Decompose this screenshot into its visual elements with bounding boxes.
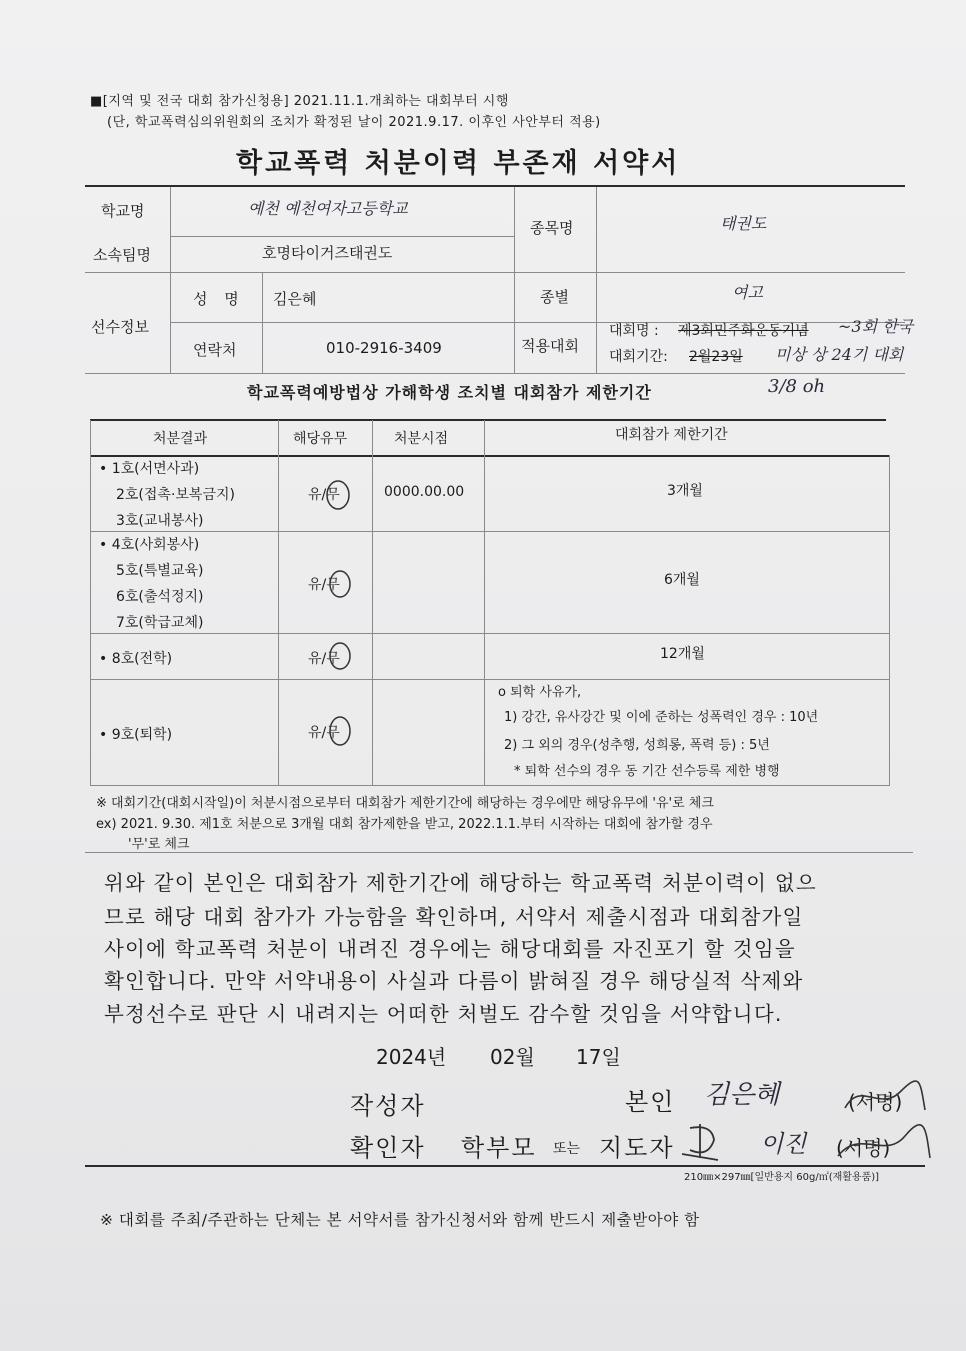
pledge-line-2: 므로 해당 대회 참가가 가능함을 확인하며, 서약서 제출시점과 대회참가일 <box>104 905 804 929</box>
row1-result-3: 3호(교내봉사) <box>116 513 204 529</box>
row1-result-1: • 1호(서면사과) <box>99 461 200 477</box>
circle-mark-row4 <box>330 717 350 745</box>
coach-label: 지도자 <box>599 1134 675 1162</box>
comp-name-handwritten: ~3회 한국 <box>838 317 914 336</box>
coach-initial-scribble <box>682 1124 718 1160</box>
row2-result-2: 5호(특별교육) <box>116 563 204 579</box>
self-signature-name: 김은혜 <box>704 1080 780 1110</box>
author-label: 작성자 <box>350 1092 426 1120</box>
school-label: 학교명 <box>101 202 145 220</box>
circle-mark-row1 <box>327 481 349 509</box>
document-title: 학교폭력 처분이력 부존재 서약서 <box>236 148 681 179</box>
table-header-applicable: 해당유무 <box>293 431 348 447</box>
handwritten-note: 3/8 oh <box>768 376 826 397</box>
comp-name-struck: 제3회민주화운동기념 <box>678 323 809 339</box>
table-header-limit: 대회참가 제한기간 <box>615 427 728 443</box>
row1-date: 0000.00.00 <box>384 484 465 500</box>
footer-note: ※ 대회를 주최/주관하는 단체는 본 서약서를 참가신청서와 함께 반드시 제출받아야 함 <box>100 1211 700 1229</box>
row4-limit-line-1: o 퇴학 사유가, <box>498 685 582 700</box>
circle-mark-row3 <box>330 643 350 669</box>
row4-result-1: • 9호(퇴학) <box>99 727 173 743</box>
row1-result-2: 2호(접촉·보복금지) <box>116 487 235 503</box>
comp-period-handwritten: 미상 상 24기 대회 <box>775 345 904 364</box>
row4-limit-line-2: 1) 강간, 유사강간 및 이에 준하는 성폭력인 경우 : 10년 <box>504 710 819 725</box>
self-sign-label: (서명) <box>848 1090 903 1114</box>
row3-limit: 12개월 <box>660 646 705 662</box>
limits-title: 학교폭력예방법상 가해학생 조치별 대회참가 제한기간 <box>247 383 652 402</box>
category-label: 종별 <box>540 288 569 306</box>
row4-limit-line-4: * 퇴학 선수의 경우 동 기간 선수등록 제한 병행 <box>514 764 780 779</box>
event-label: 종목명 <box>530 219 574 237</box>
date-day: 17일 <box>576 1045 621 1069</box>
circle-mark-row2 <box>330 571 350 597</box>
self-signature-scribble <box>845 1081 925 1110</box>
paper-spec: 210㎜×297㎜[일반용지 60g/㎡(재활용품)] <box>684 1172 880 1183</box>
row4-mark: 유/무 <box>308 725 340 741</box>
team-value: 호명타이거즈태권도 <box>262 244 393 262</box>
or-label: 또는 <box>553 1141 581 1157</box>
row1-limit: 3개월 <box>667 483 703 499</box>
pledge-line-5: 부정선수로 판단 시 내려지는 어떠한 처벌도 감수할 것임을 서약합니다. <box>104 1002 783 1026</box>
table-header-result: 처분결과 <box>153 431 208 447</box>
row4-limit-line-3: 2) 그 외의 경우(성추행, 성희롱, 폭력 등) : 5년 <box>504 738 770 753</box>
note-line-1: ※ 대회기간(대회시작일)이 처분시점으로부터 대회참가 제한기간에 해당하는 경우에만 해당유무에 '유'로 체크 <box>96 796 714 811</box>
note-line-2: ex) 2021. 9.30. 제1호 처분으로 3개월 대회 참가제한을 받고, 2022.1.1.부터 시작하는 대회에 참가할 경우 <box>96 817 713 832</box>
comp-name-label: 대회명 : <box>609 323 659 339</box>
row2-mark: 유/무 <box>308 577 340 593</box>
pledge-line-1: 위와 같이 본인은 대회참가 제한기간에 해당하는 학교폭력 처분이력이 없으 <box>104 871 817 895</box>
date-month: 02월 <box>490 1045 535 1069</box>
pledge-line-4: 확인합니다. 만약 서약내용이 사실과 다름이 밝혀질 경우 해당실적 삭제와 <box>104 969 804 993</box>
name-label: 성 명 <box>193 290 245 308</box>
school-value: 예천 예천여자고등학교 <box>248 199 408 218</box>
category-value: 여고 <box>732 283 763 302</box>
table-header-date: 처분시점 <box>394 431 449 447</box>
row2-limit: 6개월 <box>664 572 700 588</box>
row2-result-4: 7호(학급교체) <box>116 615 204 631</box>
row2-result-3: 6호(출석정지) <box>116 589 204 605</box>
name-value: 김은혜 <box>273 290 317 308</box>
coach-signature-scribble <box>838 1125 930 1158</box>
self-label: 본인 <box>625 1088 676 1116</box>
contact-label: 연락처 <box>193 341 237 359</box>
player-info-label: 선수정보 <box>91 318 149 336</box>
team-label: 소속팀명 <box>93 246 151 264</box>
confirmer-label: 확인자 <box>350 1134 426 1162</box>
event-value: 태권도 <box>720 214 767 233</box>
coach-signature-name: 이진 <box>760 1130 807 1158</box>
competition-label: 적용대회 <box>521 337 579 355</box>
row3-result-1: • 8호(전학) <box>99 651 173 667</box>
row3-mark: 유/무 <box>308 651 340 667</box>
header-line-1: ■[지역 및 전국 대회 참가신청용] 2021.11.1.개최하는 대회부터 시행 <box>90 94 509 109</box>
parent-label: 학부모 <box>461 1134 537 1162</box>
row2-result-1: • 4호(사회봉사) <box>99 537 200 553</box>
row1-mark: 유/무 <box>308 487 340 503</box>
note-line-3: '무'로 체크 <box>128 837 190 852</box>
contact-value: 010-2916-3409 <box>326 339 442 357</box>
comp-period-label: 대회기간: <box>609 349 668 365</box>
comp-period-struck: 2월23일 <box>689 349 743 365</box>
pledge-line-3: 사이에 학교폭력 처분이 내려진 경우에는 해당대회를 자진포기 할 것임을 <box>104 937 796 961</box>
header-line-2: (단, 학교폭력심의위원회의 조치가 확정된 날이 2021.9.17. 이후인 사안부터 적용) <box>107 115 601 130</box>
date-year: 2024년 <box>376 1045 447 1069</box>
coach-sign-label: (서명) <box>836 1136 891 1160</box>
